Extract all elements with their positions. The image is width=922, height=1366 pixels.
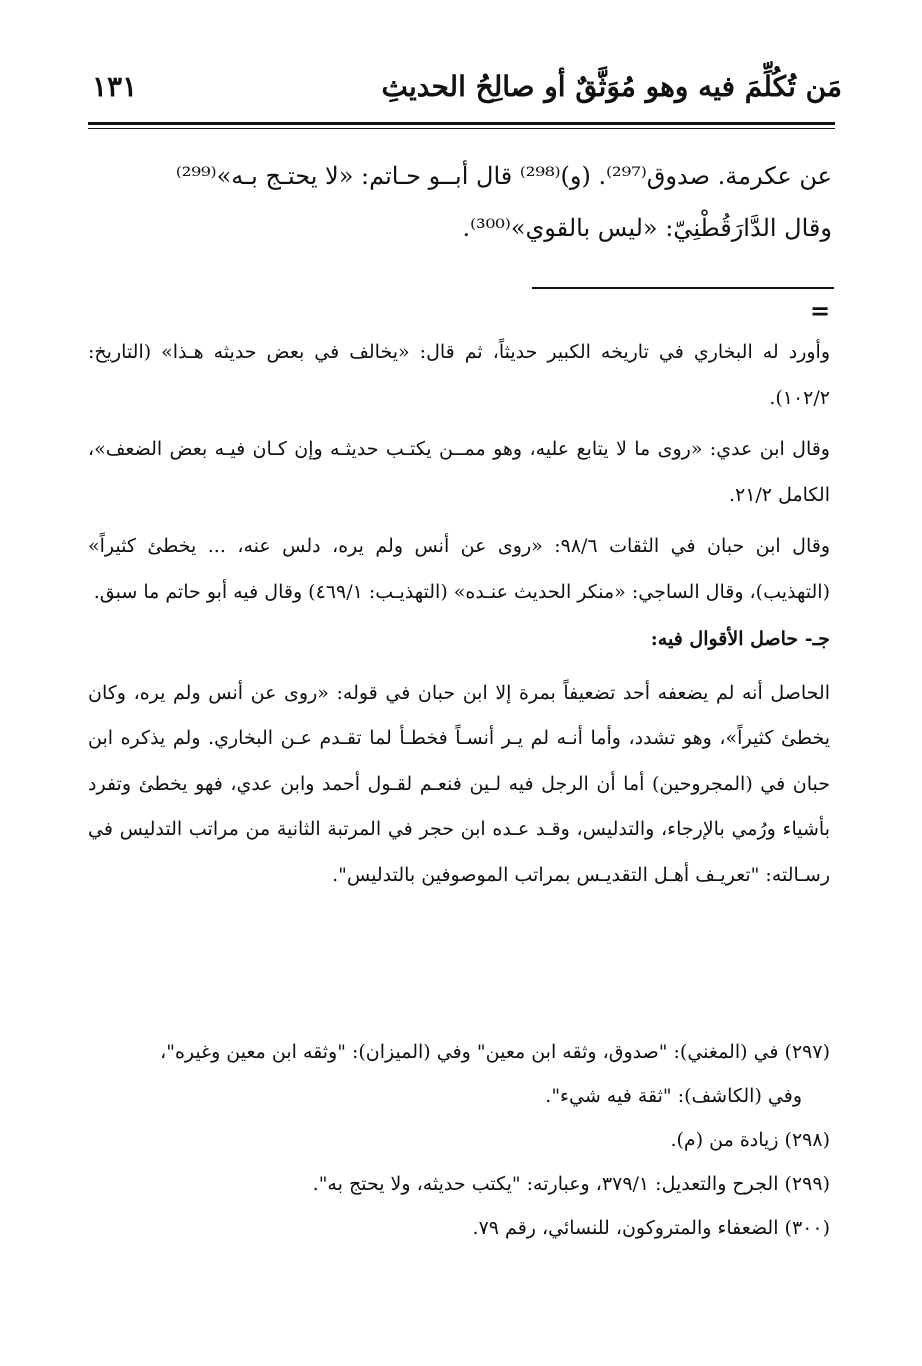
main-text	[82, 150, 832, 254]
page-number: ١٣١	[92, 70, 138, 103]
running-title: مَن تُكُلِّمَ فيه وهو مُوَثَّقٌ أو صالِحُ الحديثِ	[381, 70, 842, 103]
note-paragraph: وأورد له البخاري في تاريخه الكبير حديثاً، ثم قال: «يخالف في بعض حديثه هـذا» (التاريخ: ١٠٢/٢).	[88, 341, 830, 409]
main-text-line: عن عكرمة. صدوق⁽²⁹⁷⁾. (و)⁽²⁹⁸⁾ قال أبــو حـاتم: «لا يحتـج بـه»⁽²⁹⁹⁾	[175, 162, 832, 190]
footnote-297-continuation: وفي (الكاشف): "ثقة فيه شيء".	[545, 1085, 802, 1107]
footnote-300: (٣٠٠) الضعفاء والمتروكون، للنسائي، رقم ٧٩.	[472, 1217, 830, 1239]
footnote-299: (٢٩٩) الجرح والتعديل: ٣٧٩/١، وعبارته: "يكتب حديثه، ولا يحتج به".	[312, 1173, 830, 1195]
note-paragraph: وقال ابن حبان في الثقات ٩٨/٦: «روى عن أنس ولم يره، دلس عنه، ... يخطئ كثيراً» (التهذيب)، وقال الساجي: «منكر الحديث عنـده» (التهذيـب: ٤٦٩/١) وقال فيه أبو حاتم ما سبق.	[88, 535, 830, 603]
footnote-separator	[532, 287, 834, 289]
note-paragraph: وقال ابن عدي: «روى ما لا يتابع عليه، وهو ممــن يكتـب حديثـه وإن كـان فيـه بعض الضعف»، الكامل ٢١/٢.	[88, 438, 830, 506]
footnote-297: (٢٩٧) في (المغني): "صدوق، وثقه ابن معين" وفي (الميزان): "وثقه ابن معين وغيره"،	[160, 1041, 830, 1063]
note-paragraph: الحاصل أنه لم يضعفه أحد تضعيفاً بمرة إلا ابن حبان في قوله: «روى عن أنس ولم يره، وكان يخطئ كثيراً»، وهو تشدد، وأما أنـه لم يـر أنسـاً فخطـأ لما تقـدم عـن البخاري. ولم يذكره ابن حبان في (المجروحين) أما أن الرجل فيه لـين فنعـم لقـول أحمد وابن عدي، فهو يخطئ وتفرد بأشياء ورُمي بالإرجاء، والتدليس، وقـد عـده ابن حجر في المرتبة الثانية من مراتب التدليس في رسـالته: "تعريـف أهـل التقديـس بمراتب الموصوفين بالتدليس".	[88, 681, 830, 886]
header-rule-thin	[88, 128, 835, 129]
footnote-298: (٢٩٨) زيادة من (م).	[670, 1129, 830, 1151]
footnotes	[88, 1030, 830, 1250]
page-header	[80, 64, 842, 110]
section-heading: جـ- حاصل الأقوال فيه:	[650, 628, 830, 650]
main-text-line: وقال الدَّارَقُطْنِيّ: «ليس بالقوي»⁽³⁰⁰⁾.	[462, 214, 832, 242]
continuation-mark: =	[810, 296, 831, 325]
header-rule	[88, 122, 835, 125]
continued-notes	[88, 330, 830, 898]
